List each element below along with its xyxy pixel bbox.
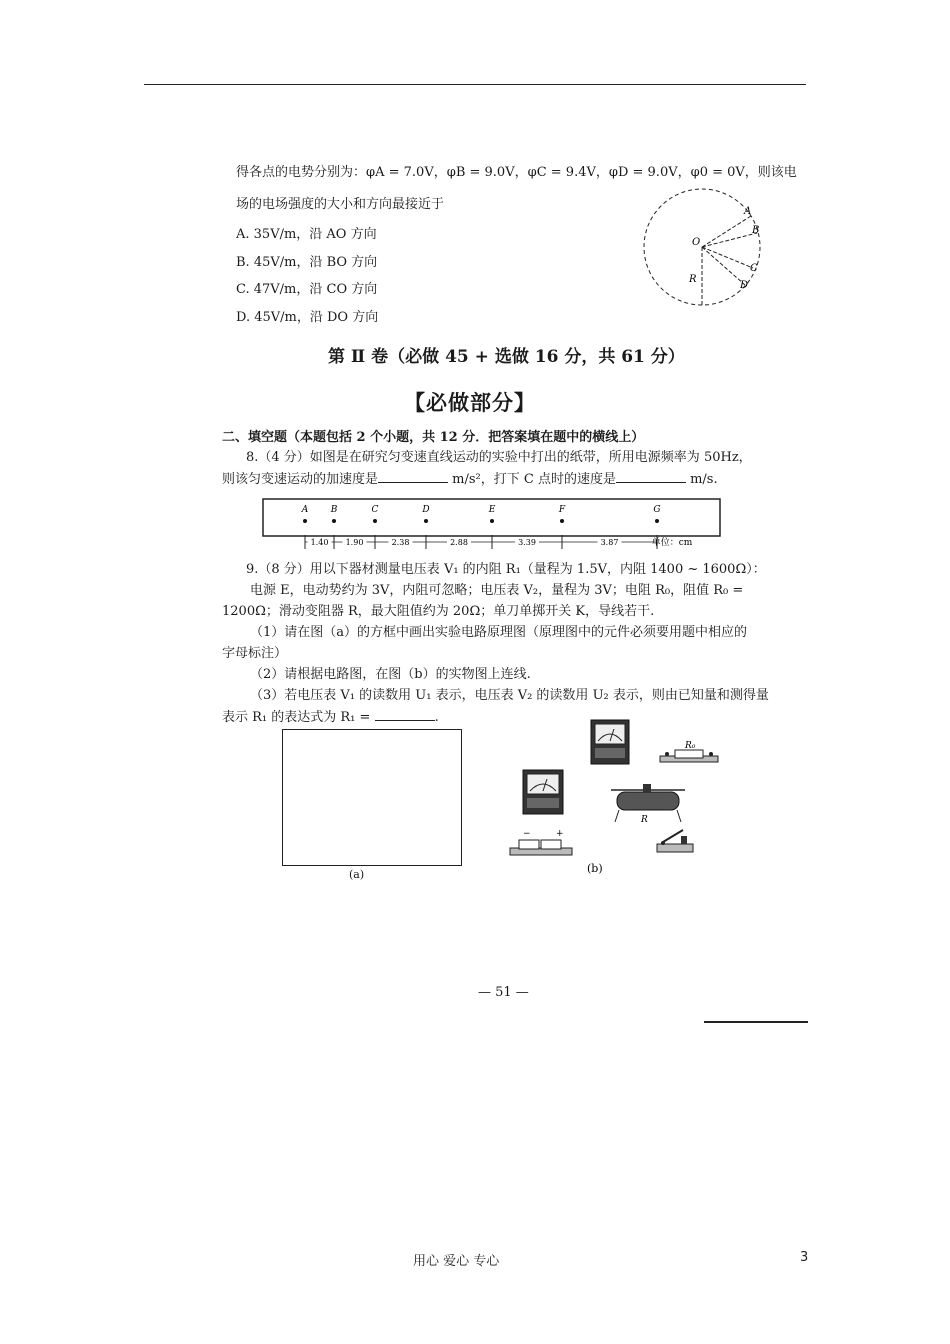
tape-dot <box>332 519 336 523</box>
q8-line2-c: m/s. <box>685 472 718 487</box>
part2-title: 第 Ⅱ 卷（必做 45 + 选做 16 分，共 61 分） <box>328 347 685 367</box>
tape-dot <box>424 519 428 523</box>
tape-dot <box>373 519 377 523</box>
tape-dot <box>560 519 564 523</box>
q9-line1: 9.（8 分）用以下器材测量电压表 V₁ 的内阻 R₁（量程为 1.5V，内阻 1400 ~ 1600Ω）： <box>246 562 766 577</box>
tape-point-label: C <box>371 505 379 515</box>
tape-distance-label: 1.90 <box>345 538 364 547</box>
footer-page-number: 3 <box>800 1250 809 1265</box>
tape-distance-label: 3.39 <box>518 538 536 547</box>
footer-motto: 用心 爱心 专心 <box>413 1254 500 1269</box>
q8-paper-tape <box>262 497 722 552</box>
resistor-r0-icon <box>660 750 718 762</box>
label-minus: − <box>523 829 531 839</box>
rheostat-icon <box>611 784 685 822</box>
q9-line4: （1）请在图（a）的方框中画出实验电路原理图（原理图中的元件必须要用题中相应的 <box>250 625 748 640</box>
q9-line6: （2）请根据电路图，在图（b）的实物图上连线. <box>250 667 531 682</box>
battery-icon <box>510 840 572 855</box>
tape-distance-label: 2.38 <box>391 538 410 547</box>
q9-figure-b-apparatus <box>505 712 730 882</box>
label-plus: + <box>556 829 564 839</box>
q9-line5: 字母标注） <box>222 646 288 661</box>
q7-option-d: D. 45V/m，沿 DO 方向 <box>236 310 379 325</box>
q7-line2: 场的电场强度的大小和方向最接近于 <box>236 197 445 212</box>
q9-figure-a-caption: (a) <box>349 868 365 881</box>
q8-line2 <box>222 470 718 489</box>
tape-dot <box>655 519 659 523</box>
q7-label-c: C <box>750 263 758 274</box>
q7-option-a: A. 35V/m，沿 AO 方向 <box>236 227 377 242</box>
header-rule <box>144 84 806 85</box>
q7-line1: 得各点的电势分别为：φA = 7.0V，φB = 9.0V，φC = 9.4V，φD = 9.0V，φ0 = 0V，则该电 <box>236 165 797 180</box>
tape-dot <box>490 519 494 523</box>
q8-line1: 8.（4 分）如图是在研究匀变速直线运动的实验中打出的纸带，所用电源频率为 50Hz， <box>246 450 752 465</box>
switch-k-icon <box>657 830 693 852</box>
tape-point-label: F <box>558 505 566 515</box>
q8-line2-b: m/s²，打下 C 点时的速度是 <box>448 472 616 487</box>
tape-point-label: B <box>330 505 338 515</box>
q8-tape-unit: 单位：cm <box>651 538 693 548</box>
tape-distance-label: 1.40 <box>310 538 329 547</box>
q8-velocity-blank[interactable] <box>616 470 686 483</box>
tape-point-label: E <box>488 505 496 515</box>
q9-line8 <box>222 708 439 727</box>
tape-distance-label: 2.88 <box>450 538 468 547</box>
q7-label-r: R <box>689 274 697 285</box>
q9-figure-b-caption: (b) <box>587 862 603 875</box>
q7-label-o: O <box>692 237 701 248</box>
q7-label-a: A <box>744 206 752 217</box>
q9-r1-blank[interactable] <box>375 708 435 721</box>
q7-option-c: C. 47V/m，沿 CO 方向 <box>236 282 378 297</box>
voltmeter-v2-icon <box>591 720 629 764</box>
q8-line2-a: 则该匀变速运动的加速度是 <box>222 472 379 487</box>
label-r: R <box>641 815 648 825</box>
inner-page-number: — 51 — <box>478 985 529 1000</box>
q7-label-b: B <box>752 225 760 236</box>
q9-line2: 电源 E，电动势约为 3V，内阻可忽略；电压表 V₂，量程为 3V；电阻 R₀，阻值 R₀ = <box>250 583 744 598</box>
tape-dot <box>303 519 307 523</box>
label-r0: R₀ <box>685 741 696 751</box>
q7-option-b: B. 45V/m，沿 BO 方向 <box>236 255 378 270</box>
q8-acceleration-blank[interactable] <box>378 470 448 483</box>
section2-heading: 二、填空题（本题包括 2 个小题，共 12 分．把答案填在题中的横线上） <box>222 430 645 445</box>
tape-point-label: D <box>422 505 430 515</box>
q9-line8-end: . <box>434 710 439 725</box>
tape-distance-label: 3.87 <box>600 538 619 547</box>
required-section-title: 【必做部分】 <box>404 390 536 415</box>
voltmeter-v1-icon <box>523 770 563 814</box>
q9-figure-a-box[interactable] <box>282 729 462 866</box>
q9-line7: （3）若电压表 V₁ 的读数用 U₁ 表示，电压表 V₂ 的读数用 U₂ 表示，则由已知量和测得量 <box>250 688 769 703</box>
q7-circle-figure <box>640 185 770 310</box>
tape-point-label: A <box>301 505 309 515</box>
bottom-rule <box>704 1021 808 1023</box>
q7-label-d: D <box>740 280 749 291</box>
tape-point-label: G <box>653 505 661 515</box>
q9-line3: 1200Ω；滑动变阻器 R，最大阻值约为 20Ω；单刀单掷开关 K，导线若干. <box>222 604 655 619</box>
q9-line8-text: 表示 R₁ 的表达式为 R₁ = <box>222 710 371 725</box>
